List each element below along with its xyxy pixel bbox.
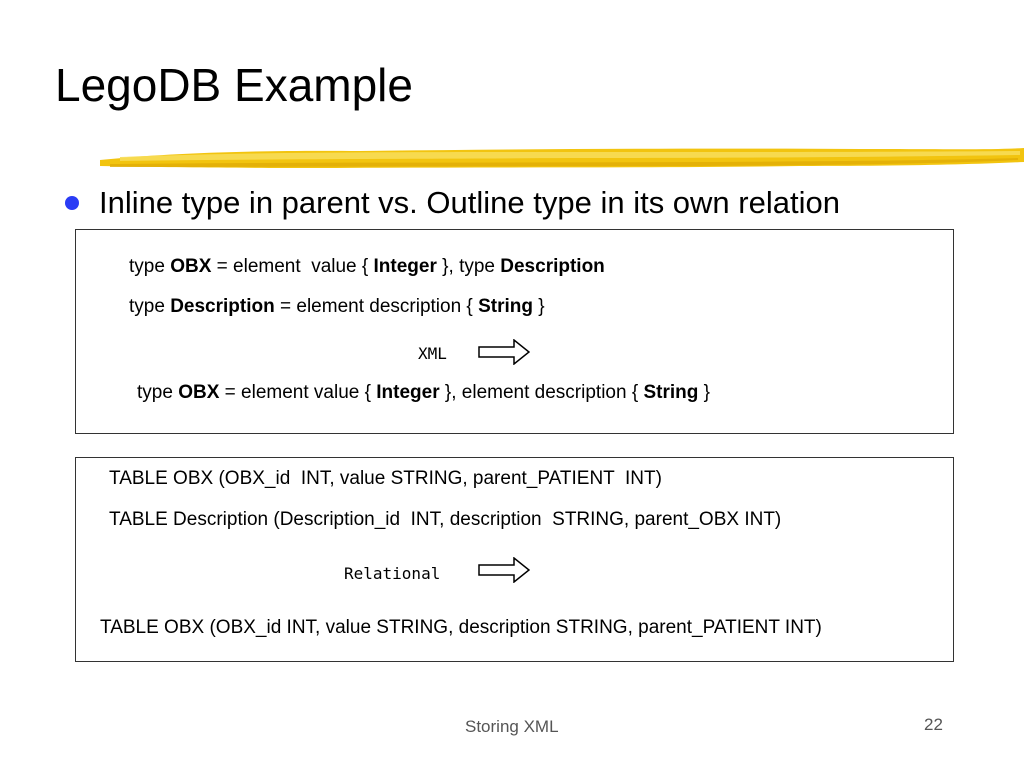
text-segment: = element value {	[211, 256, 374, 277]
xml-line-1	[129, 257, 605, 276]
xml-line-3	[137, 383, 710, 402]
text-segment: type	[129, 256, 171, 277]
text-segment: type	[129, 296, 171, 317]
bold-segment: Integer	[373, 256, 437, 277]
relational-line-3: TABLE OBX (OBX_id INT, value STRING, description STRING, parent_PATIENT INT)	[100, 617, 822, 638]
bold-segment: Description	[500, 256, 605, 277]
relational-arrow-label: Relational	[344, 564, 441, 583]
xml-arrow-label: XML	[418, 344, 447, 363]
page-number: 22	[924, 715, 943, 734]
xml-line-2	[129, 297, 545, 316]
slide-footer: Storing XML	[465, 717, 559, 736]
title-underline-brush	[100, 140, 1024, 176]
bold-segment: OBX	[178, 382, 220, 403]
bold-segment: Description	[170, 296, 275, 317]
relational-schema-box	[75, 457, 954, 662]
text-segment: type	[137, 382, 179, 403]
bullet-text: Inline type in parent vs. Outline type in its own relation	[99, 185, 840, 220]
bold-segment: String	[643, 382, 699, 403]
text-segment: }	[532, 296, 545, 317]
text-segment: }, element description {	[439, 382, 644, 403]
text-segment: = element value {	[219, 382, 377, 403]
bullet-item	[65, 187, 840, 218]
bullet-dot-icon	[65, 196, 79, 210]
bold-segment: Integer	[376, 382, 440, 403]
bold-segment: OBX	[170, 256, 212, 277]
slide-title: LegoDB Example	[55, 59, 413, 111]
right-arrow-icon	[478, 557, 530, 583]
relational-line-1: TABLE OBX (OBX_id INT, value STRING, parent_PATIENT INT)	[109, 468, 662, 489]
xml-schema-box	[75, 229, 954, 434]
bold-segment: String	[478, 296, 533, 317]
relational-line-2: TABLE Description (Description_id INT, description STRING, parent_OBX INT)	[109, 509, 782, 530]
text-segment: }, type	[436, 256, 501, 277]
right-arrow-icon	[478, 339, 530, 365]
text-segment: = element description {	[274, 296, 479, 317]
text-segment: }	[698, 382, 710, 403]
